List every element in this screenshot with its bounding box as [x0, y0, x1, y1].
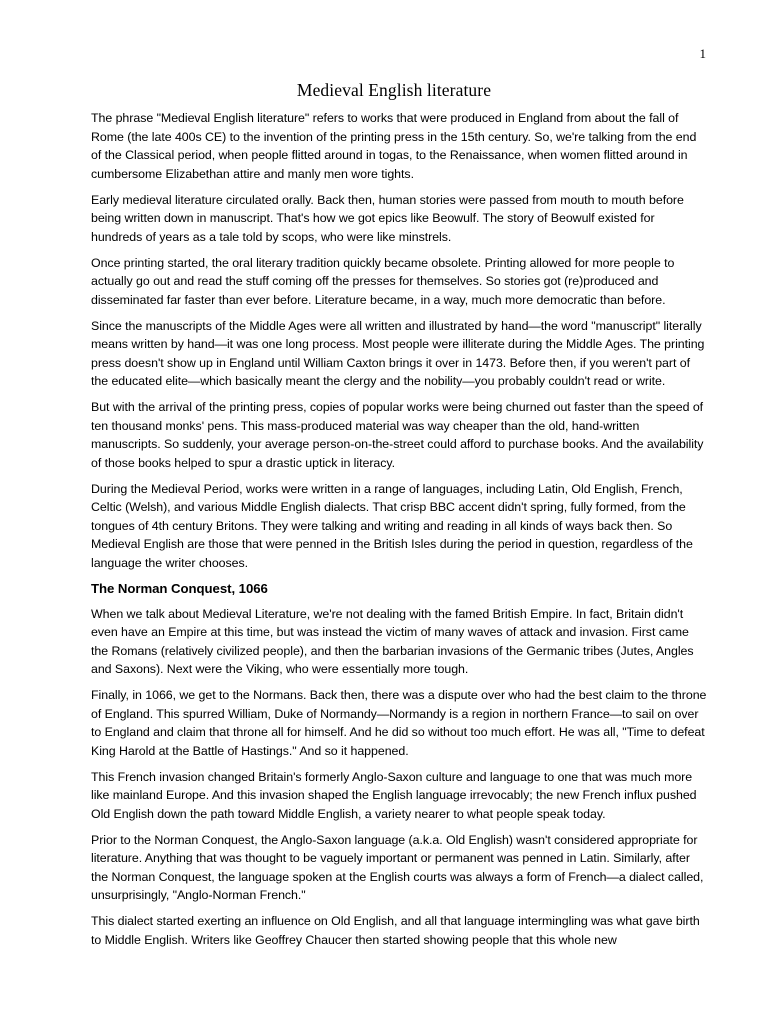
paragraph: This French invasion changed Britain's formerly Anglo-Saxon culture and language to one that was much more like mainland Europe. And this invasion shaped the English language irrevocably; the new French influx pushed Old English down the path toward Middle English, a variety nearer to what people speak today.	[91, 769, 697, 821]
paragraph: Early medieval literature circulated orally. Back then, human stories were passed from mouth to mouth before being written down in manuscript. That's how we got epics like Beowulf. The story of Beowulf existed for hundreds of years as a tale told by scops, who were like minstrels.	[91, 192, 684, 244]
paragraph: Prior to the Norman Conquest, the Anglo-Saxon language (a.k.a. Old English) wasn't considered appropriate for literature. Anything that was thought to be vaguely important or permanent was penned in Latin. Similarly, after the Norman Conquest, the language spoken at the English courts was always a form of French—a dialect called, unsurprisingly, "Anglo-Norman French."	[91, 832, 704, 902]
paragraph: During the Medieval Period, works were written in a range of languages, including Latin, Old English, French, Celtic (Welsh), and various Middle English dialects. That crisp BBC accent didn't spring, fully formed, from the tongues of 4th century Britons. They were talking and writing and reading in all kinds of ways back then. So Medieval English are those that were penned in the British Isles during the period in question, regardless of the language the writer chooses.	[91, 481, 693, 570]
paragraph: But with the arrival of the printing press, copies of popular works were being churned out faster than the speed of ten thousand monks' pens. This mass-produced material was way cheaper than the old, hand-written manuscripts. So suddenly, your average person-on-the-street could afford to purchase books. And the availability of those books helped to spur a drastic uptick in literacy.	[91, 400, 704, 470]
paragraph: The phrase "Medieval English literature" refers to works that were produced in England from about the fall of Rome (the late 400s CE) to the invention of the printing press in the 15th century. So, we're talking from the end of the Classical period, when people flitted around in togas, to the Renaissance, when women flitted around in cumbersome Elizabethan attire and manly men wore tights.	[91, 111, 697, 181]
document-body	[91, 109, 709, 957]
paragraph: This dialect started exerting an influence on Old English, and all that language intermingling was what gave birth to Middle English. Writers like Geoffrey Chaucer then started showing people that this whole new	[91, 914, 700, 947]
page-number: 1	[699, 46, 706, 61]
section-heading: The Norman Conquest, 1066	[91, 580, 268, 596]
paragraph: Since the manuscripts of the Middle Ages were all written and illustrated by hand—the word "manuscript" literally means written by hand—it was one long process. Most people were illiterate during the Middle Ages. The printing press doesn't show up in England until William Caxton brings it over in 1473. Before then, if you weren't part of the educated elite—which basically meant the clergy and the nobility—you probably couldn't read or write.	[91, 318, 705, 388]
document-title: Medieval English literature	[296, 80, 492, 100]
paragraph: Once printing started, the oral literary tradition quickly became obsolete. Printing allowed for more people to actually go out and read the stuff coming off the presses for themselves. So stories got (re)produced and disseminated far faster than ever before. Literature became, in a way, much more democratic than before.	[91, 255, 675, 307]
paragraph: When we talk about Medieval Literature, we're not dealing with the famed British Empire. In fact, Britain didn't even have an Empire at this time, but was instead the victim of many waves of attack and invasion. First came the Romans (relatively civilized people), and then the barbarian invasions of the Germanic tribes (Jutes, Angles and Saxons). Next were the Viking, who were essentially more tough.	[91, 606, 694, 676]
paragraph: Finally, in 1066, we get to the Normans. Back then, there was a dispute over who had the best claim to the throne of England. This spurred William, Duke of Normandy—Normandy is a region in northern France—to sail on over to England and claim that throne all for himself. And he did so without too much effort. He was all, "Time to defeat King Harold at the Battle of Hastings." And so it happened.	[91, 688, 707, 758]
